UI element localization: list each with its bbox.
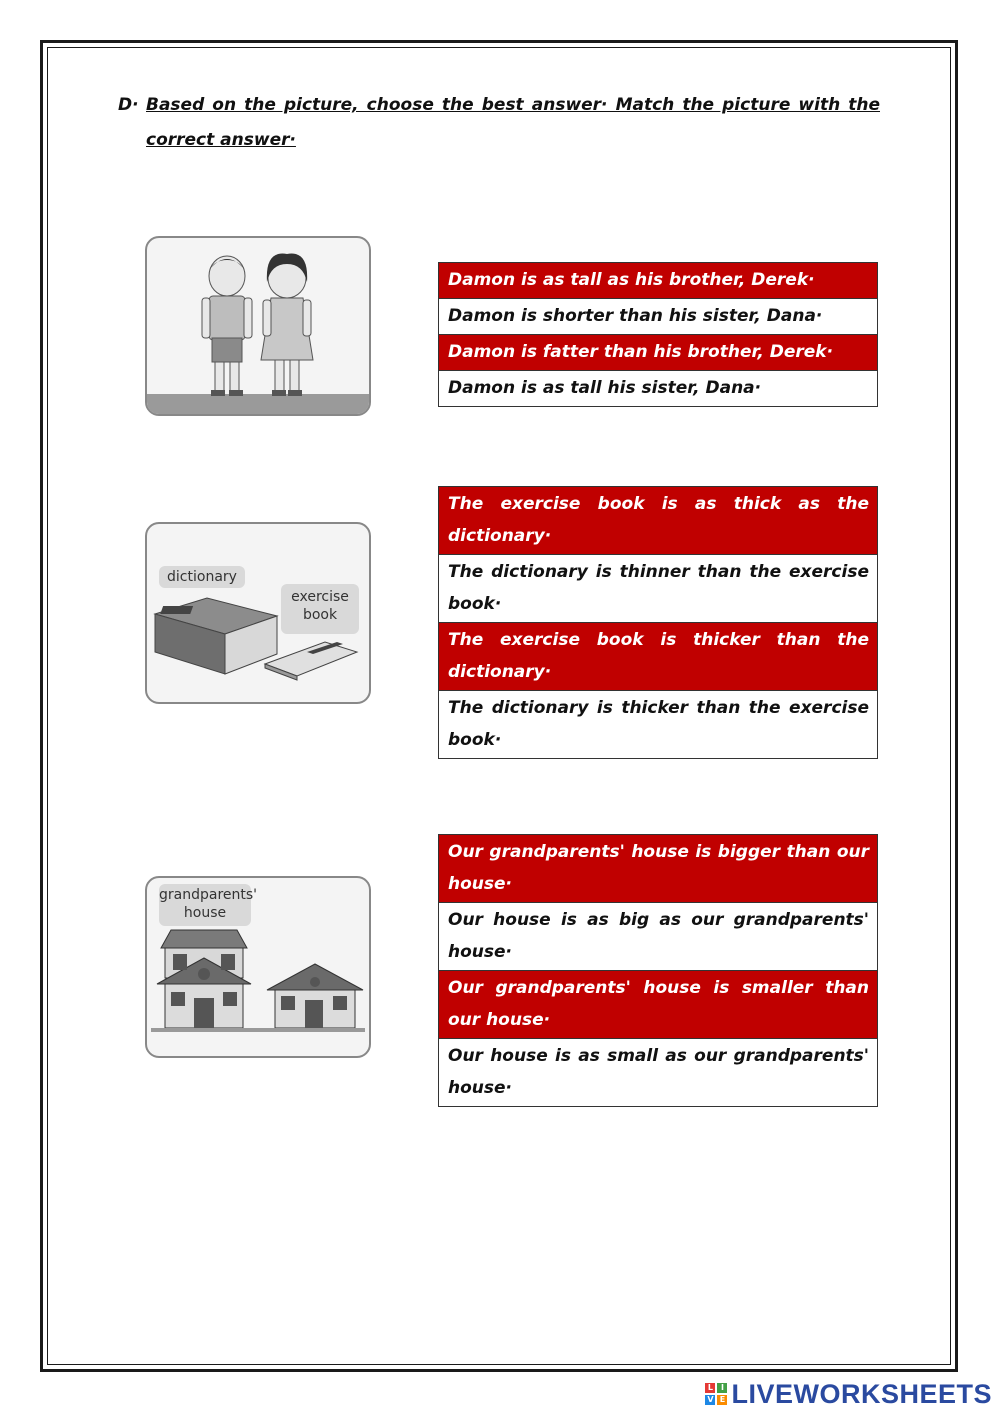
answer-option[interactable]: Our house is as small as our grandparents' house· — [439, 1038, 877, 1106]
liveworksheets-logo — [705, 1378, 992, 1410]
logo-mark-icon — [705, 1383, 727, 1405]
answer-option[interactable]: The exercise book is as thick as the dictionary· — [439, 487, 877, 554]
answer-option[interactable]: Damon is shorter than his sister, Dana· — [439, 298, 877, 334]
answer-options-1 — [438, 262, 878, 407]
houses-illustration — [147, 878, 369, 1056]
houses-picture — [145, 876, 371, 1058]
logo-text: LIVEWORKSHEETS — [731, 1378, 992, 1409]
logo-mark-e: E — [717, 1395, 727, 1405]
answer-option[interactable]: Damon is fatter than his brother, Derek· — [439, 334, 877, 370]
books-picture — [145, 522, 371, 704]
grandparents-house-label: grandparents' house — [159, 884, 251, 926]
instruction-text: Based on the picture, choose the best answer· Match the picture with the correct answer· — [146, 95, 880, 150]
exercise-book-label: exercise book — [281, 584, 359, 634]
section-letter: D· — [118, 95, 139, 115]
answer-options-3 — [438, 834, 878, 1107]
answer-option[interactable]: Damon is as tall his sister, Dana· — [439, 370, 877, 406]
answer-options-2 — [438, 486, 878, 759]
logo-mark-i: I — [717, 1383, 727, 1393]
answer-option[interactable]: Our grandparents' house is smaller than our house· — [439, 970, 877, 1038]
logo-mark-v: V — [707, 1395, 714, 1404]
answer-option[interactable]: Our grandparents' house is bigger than our house· — [439, 835, 877, 902]
children-picture — [145, 236, 371, 416]
answer-option[interactable]: Our house is as big as our grandparents' house· — [439, 902, 877, 970]
books-illustration — [147, 524, 369, 702]
dictionary-label: dictionary — [159, 566, 245, 588]
answer-option[interactable]: Damon is as tall as his brother, Derek· — [439, 263, 877, 298]
children-illustration — [147, 238, 369, 414]
logo-mark-l: L — [705, 1383, 715, 1393]
answer-option[interactable]: The exercise book is thicker than the dictionary· — [439, 622, 877, 690]
answer-option[interactable]: The dictionary is thicker than the exercise book· — [439, 690, 877, 758]
instruction — [118, 88, 880, 158]
answer-option[interactable]: The dictionary is thinner than the exercise book· — [439, 554, 877, 622]
